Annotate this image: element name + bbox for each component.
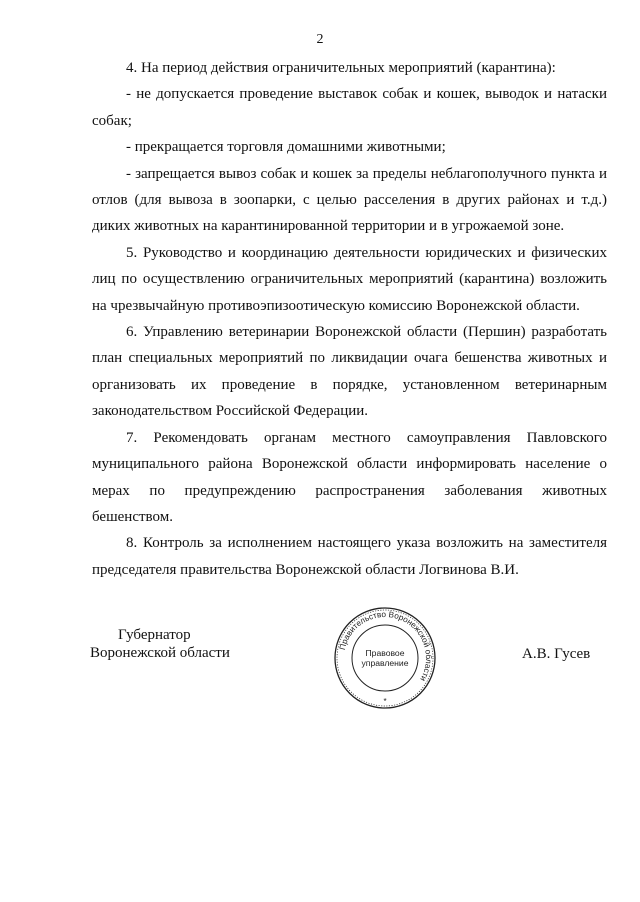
- stamp-center-line2: управление: [361, 658, 409, 668]
- stamp-star-icon: *: [383, 697, 387, 706]
- paragraph-4-item-exhibitions: - не допускается проведение выставок собак и кошек, выводок и натаски собак;: [92, 86, 607, 129]
- signer-title-line2: Воронежской области: [90, 645, 230, 661]
- paragraph-4-item-export: - запрещается вывоз собак и кошек за пределы неблагополучного пункта и отлов (для вывоза в зоопарки, с целью расселения в других районах и т.д.) диких животных на карантинированной территории и в угрожаемой зоне.: [92, 165, 607, 235]
- paragraph-7: 7. Рекомендовать органам местного самоуправления Павловского муниципального района Воронежской области информировать население о мерах по предупреждению распространения заболевания животных бешенством.: [92, 429, 607, 525]
- paragraph-6: 6. Управлению ветеринарии Воронежской области (Першин) разработать план специальных мероприятий по ликвидации очага бешенства животных и организовать их проведение в порядке, установленном ветеринарным законодательством Российской Федерации.: [92, 324, 607, 420]
- signer-title-line1: Губернатор: [118, 627, 191, 643]
- page-number: 2: [316, 32, 324, 47]
- paragraph-5: 5. Руководство и координацию деятельности юридических и физических лиц по осуществлению ограничительных мероприятий (карантина) возложить на чрезвычайную противоэпизоотическую комиссию Воронежской области.: [92, 244, 607, 314]
- stamp-center-line1: Правовое: [365, 648, 405, 658]
- document-body: [92, 55, 607, 583]
- official-stamp: [333, 606, 437, 710]
- paragraph-8: 8. Контроль за исполнением настоящего указа возложить на заместителя председателя правительства Воронежской области Логвинова В.И.: [92, 535, 607, 578]
- paragraph-4-intro: 4. На период действия ограничительных мероприятий (карантина):: [126, 60, 556, 76]
- signer-title: [90, 626, 290, 662]
- paragraph-4-item-trade: - прекращается торговля домашними животными;: [126, 139, 446, 156]
- signer-name: А.В. Гусев: [522, 646, 591, 662]
- stamp-ring-text: Правительство Воронежской области: [337, 609, 434, 683]
